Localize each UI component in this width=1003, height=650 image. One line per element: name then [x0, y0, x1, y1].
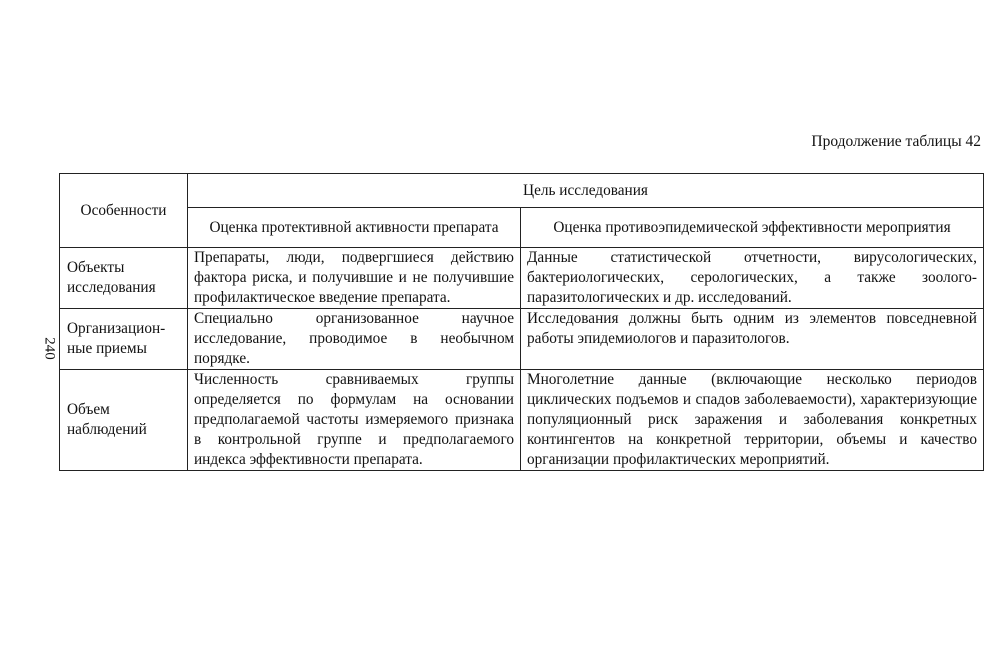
header-features: Особенности — [60, 174, 188, 248]
table-cell: Численность сравниваемых группы определяется по формулам на основании предполагаемой частоты измеряемого признака в контрольной группе и предполагаемого индекса эффективности препарата. — [188, 370, 521, 471]
table-cell: Препараты, люди, подвергшиеся действию фактора риска, и получившие и не получившие профилактическое введение препарата. — [188, 248, 521, 309]
table-cell: Специально организованное научное исследование, проводимое в необычном порядке. — [188, 309, 521, 370]
table-cell: Многолетние данные (включающие несколько периодов циклических подъемов и спадов заболеваемости), характеризующие популяционный риск заражения и заболевания конкретных контингентов на конкретной территории, объемы и качество организации профилактических мероприятий. — [521, 370, 984, 471]
header-goal: Цель исследования — [188, 174, 984, 208]
row-label: Объем наблюдений — [60, 370, 188, 471]
header-protective-activity: Оценка протективной активности препарата — [188, 208, 521, 248]
header-antiepidemic-efficiency: Оценка противоэпидемической эффективности мероприятия — [521, 208, 984, 248]
table-row — [60, 370, 984, 471]
table-row — [60, 309, 984, 370]
page-number: 240 — [41, 337, 58, 360]
row-label: Объекты исследования — [60, 248, 188, 309]
table-cell: Исследования должны быть одним из элементов повседневной работы эпидемиологов и паразитологов. — [521, 309, 984, 370]
table-header-row — [60, 174, 984, 208]
table-cell: Данные статистической отчетности, вирусологических, бактериологических, серологических, а также зоолого-паразитологических и др. исследований. — [521, 248, 984, 309]
table-continuation-label: Продолжение таблицы 42 — [811, 133, 981, 150]
table-row — [60, 248, 984, 309]
table-subheader-row — [60, 208, 984, 248]
row-label: Организацион-ные приемы — [60, 309, 188, 370]
research-table — [59, 173, 984, 471]
